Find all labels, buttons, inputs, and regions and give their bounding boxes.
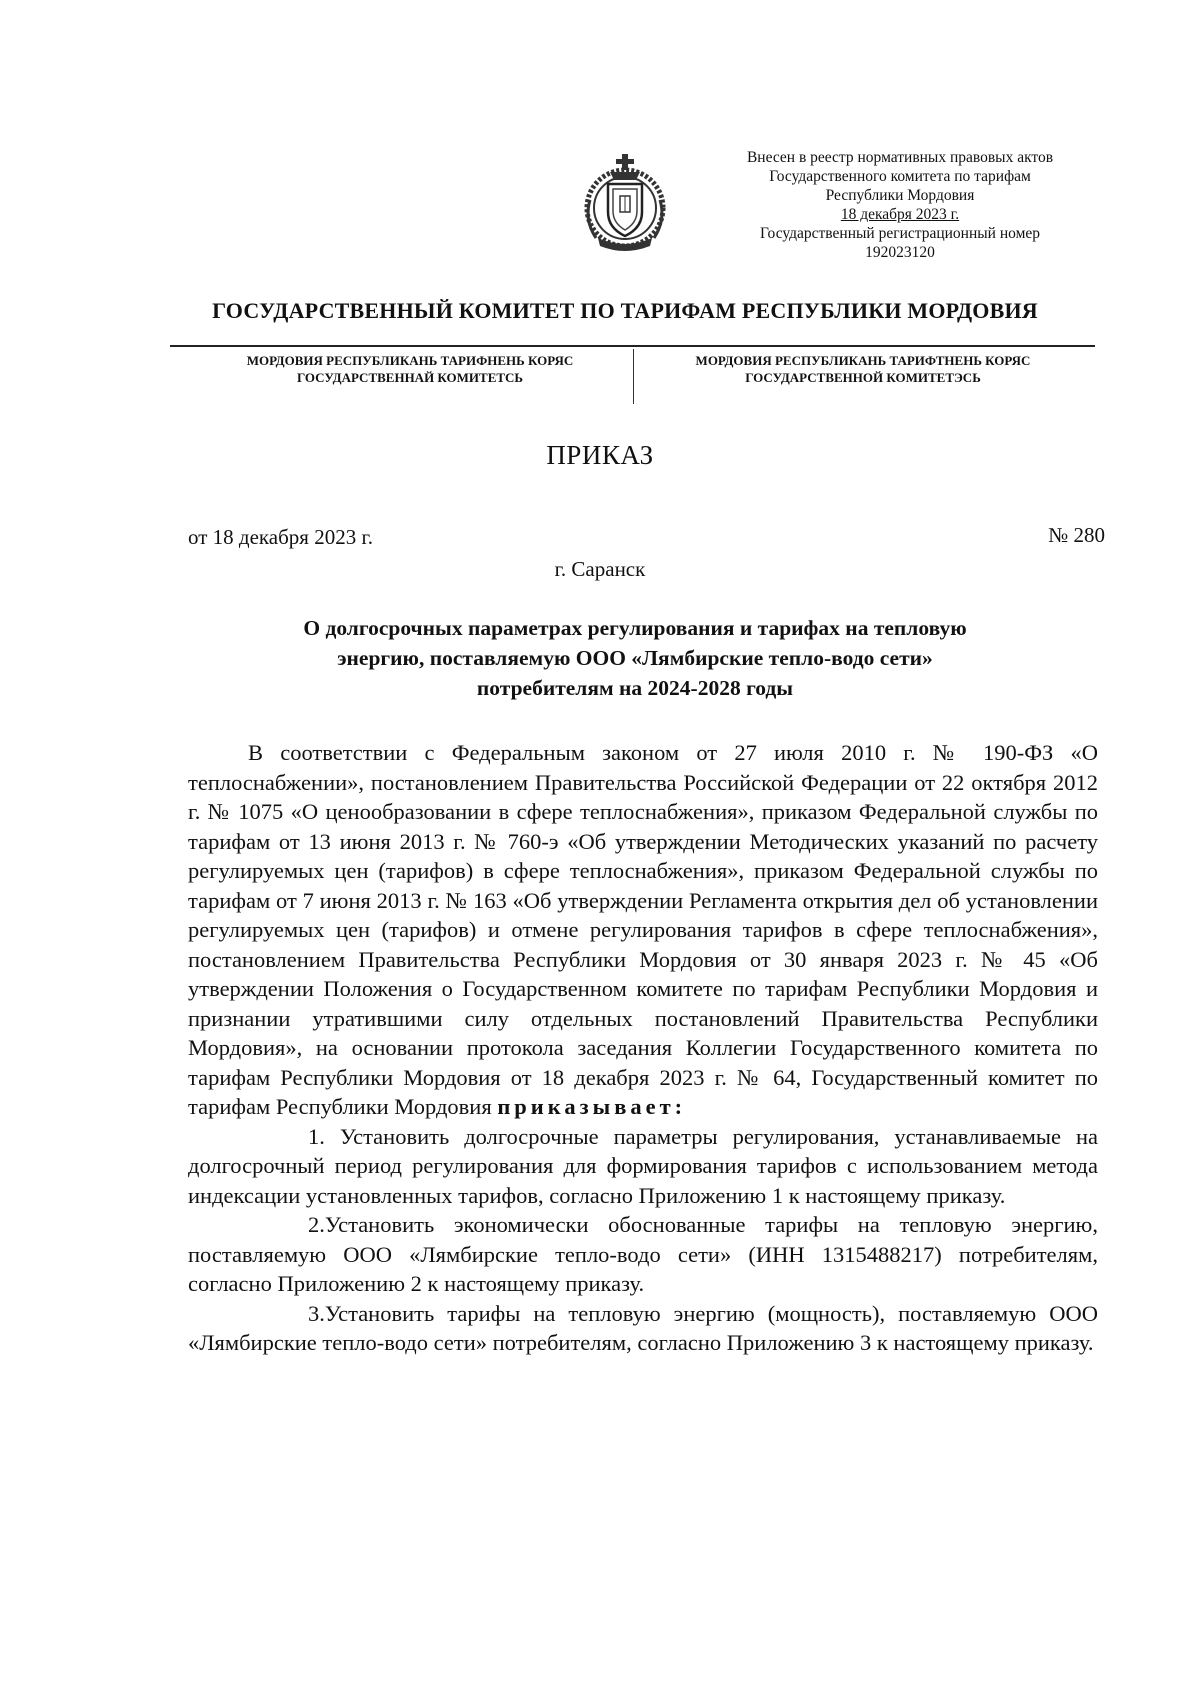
order-item (188, 1210, 1098, 1299)
registry-line: Государственного комитета по тарифам (769, 168, 1031, 185)
order-title: ПРИКАЗ (546, 440, 654, 470)
preamble-text: В соответствии с Федеральным законом от 27 июля 2010 г. № 190-ФЗ «О теплоснабжении», постановлением Правительства Российской Федерации от 22 октября 2012 г. № 1075 «О ценообразовании в сфере теплоснабжения», приказом Федеральной службы по тарифам от 13 июня 2013 г. № 760-э «Об утверждении Методических указаний по расчету регулируемых цен (тарифов) в сфере теплоснабжения», приказом Федеральной службы по тарифам от 7 июня 2013 г. № 163 «Об утверждении Регламента открытия дел об установлении регулируемых цен (тарифов) и отмене регулирования тарифов в сфере теплоснабжения», постановлением Правительства Республики Мордовия от 30 января 2023 г. № 45 «Об утверждении Положения о Государственном комитете по тарифам Республики Мордовия и признании утратившими силу отдельных постановлений Правительства Республики Мордовия», на основании протокола заседания Коллегии Государственного комитета по тарифам Республики Мордовия от 18 декабря 2023 г. № 64, Государственный комитет по тарифам Республики Мордовия (188, 740, 1098, 1119)
item-text: Установить долгосрочные параметры регулирования, устанавливаемые на долгосрочный период регулирования для формирования тарифов с использованием метода индексации установленных тарифов, согласно Приложению 1 к настоящему приказу. (188, 1123, 1098, 1208)
subject-line: О долгосрочных параметрах регулирования и тарифах на тепловую (303, 616, 967, 640)
header-divider (633, 349, 634, 404)
order-city: г. Саранск (554, 557, 646, 581)
coat-of-arms-icon (580, 150, 670, 256)
item-number: 3. (308, 1300, 325, 1326)
registry-line: Внесен в реестр нормативных правовых актов (746, 149, 1054, 166)
registry-line: Государственный регистрационный номер (759, 225, 1041, 242)
committee-title: ГОСУДАРСТВЕННЫЙ КОМИТЕТ ПО ТАРИФАМ РЕСПУБЛИКИ МОРДОВИЯ (212, 298, 1038, 323)
order-item (188, 1299, 1098, 1358)
erzya-name (648, 352, 1078, 386)
subject-line: энергию, поставляемую ООО «Лямбирские тепло-водо сети» (337, 646, 933, 670)
order-number: № 280 (1048, 523, 1105, 547)
subject-line: потребителям на 2024-2028 годы (476, 676, 794, 700)
item-text: Установить тарифы на тепловую энергию (мощность), поставляемую ООО «Лямбирские тепло-водо сети» потребителям, согласно Приложению 3 к настоящему приказу. (188, 1300, 1098, 1355)
registry-stamp (720, 148, 1080, 262)
item-text: Установить экономически обоснованные тарифы на тепловую энергию, поставляемую ООО «Лямбирские тепло-водо сети» (ИНН 1315488217) потребителям, согласно Приложению 2 к настоящему приказу. (188, 1212, 1098, 1296)
item-number: 1. (308, 1123, 325, 1149)
erzya-line: МОРДОВИЯ РЕСПУБЛИКАНЬ ТАРИФТНЕНЬ КОРЯС (695, 353, 1031, 368)
header-rule (170, 345, 1095, 347)
order-date: от 18 декабря 2023 г. (188, 525, 373, 549)
registry-number: 192023120 (865, 244, 935, 261)
orders-word: приказывает: (497, 1094, 687, 1119)
moksha-line: МОРДОВИЯ РЕСПУБЛИКАНЬ ТАРИФНЕНЬ КОРЯС (246, 353, 574, 368)
order-body (188, 738, 1098, 1358)
moksha-name (195, 352, 625, 386)
item-number: 2. (308, 1212, 325, 1237)
order-item (188, 1122, 1098, 1211)
preamble-paragraph (188, 738, 1098, 1122)
moksha-line: ГОСУДАРСТВЕННАЙ КОМИТЕТСЬ (296, 370, 524, 385)
registry-line: Республики Мордовия (825, 187, 975, 204)
erzya-line: ГОСУДАРСТВЕННОЙ КОМИТЕТЭСЬ (745, 370, 981, 385)
order-subject (170, 613, 1100, 703)
registry-date: 18 декабря 2023 г. (840, 206, 960, 223)
